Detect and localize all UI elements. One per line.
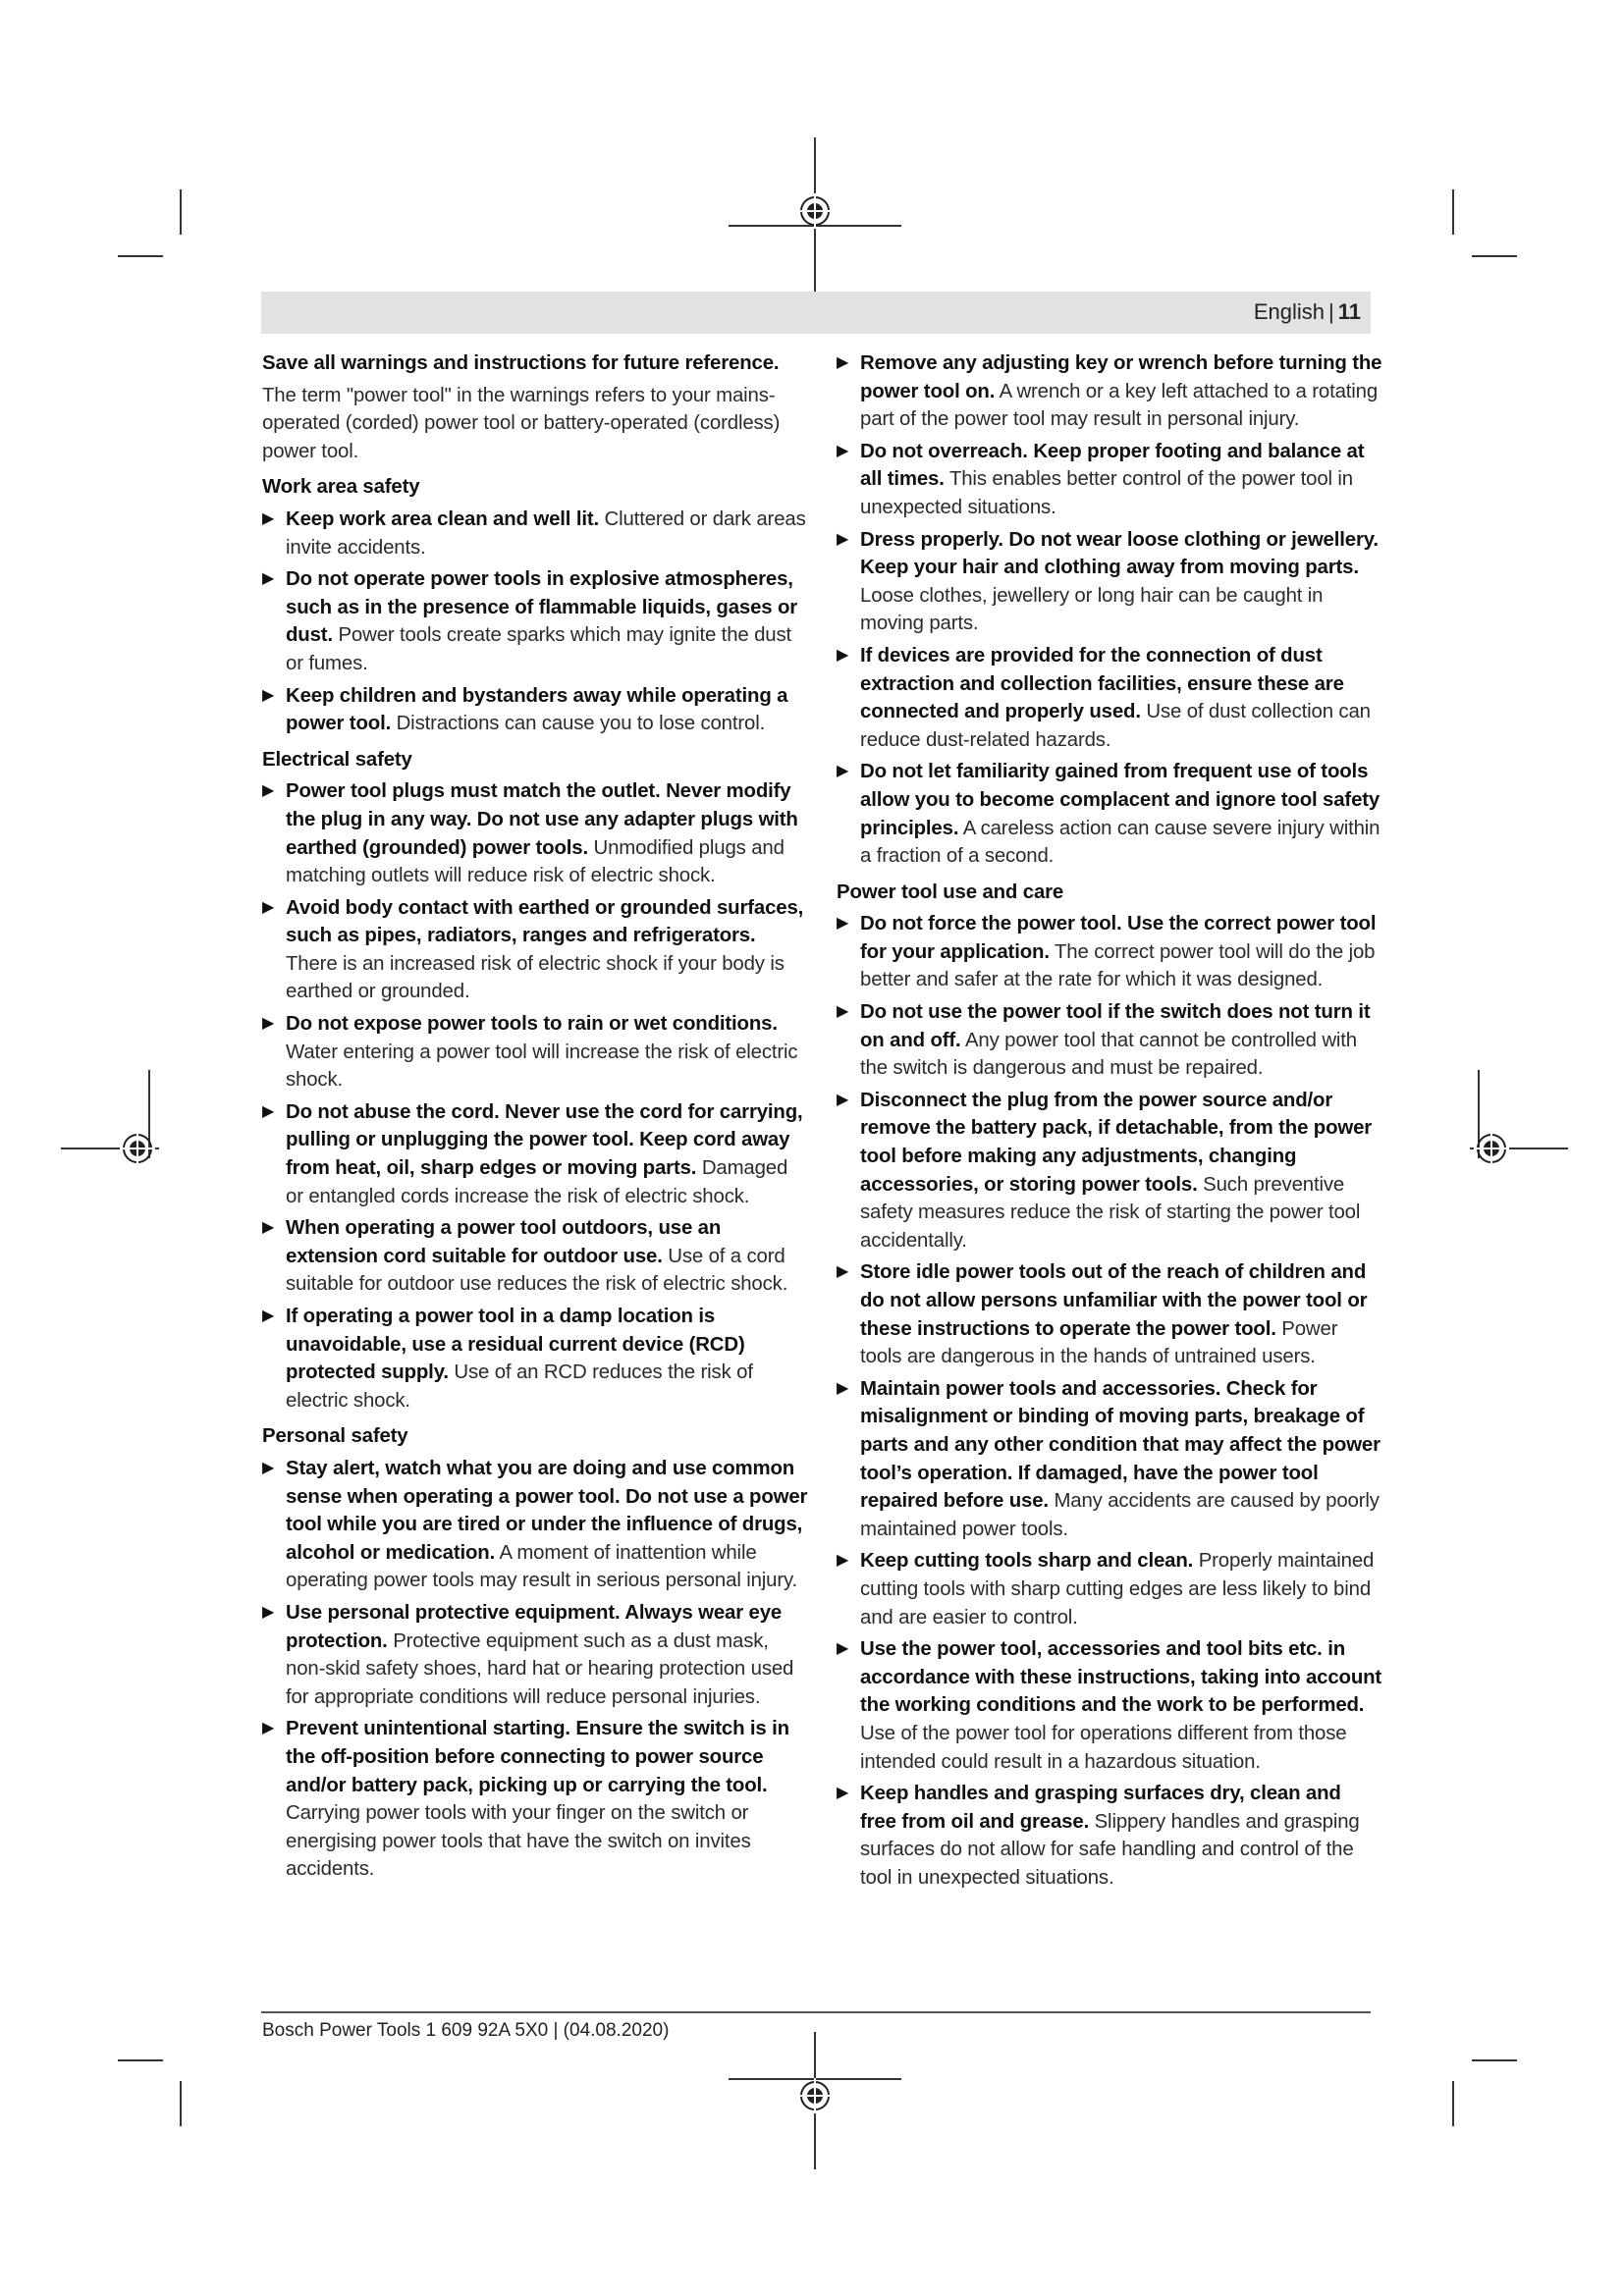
page-number: 11 [1337, 299, 1361, 324]
bullet-arrow-icon: ▶ [837, 1640, 849, 1658]
list-item-bold: If operating a power tool in a damp location is unavoidable, use a residual current device (RCD) protected supply. [286, 1306, 745, 1384]
registration-mark-icon [1470, 1119, 1568, 1178]
bullet-arrow-icon: ▶ [262, 782, 275, 800]
list-item-normal: This enables better control of the power tool in unexpected situations. [860, 468, 1353, 518]
list-item [262, 565, 808, 677]
list-item [837, 998, 1382, 1083]
list-item-bold: Do not force the power tool. Use the correct power tool for your application. [860, 913, 1377, 963]
bullet-arrow-icon: ▶ [262, 509, 275, 527]
list-item-text [860, 1547, 1382, 1631]
list-item-text [860, 1780, 1382, 1892]
header-language: English [1253, 299, 1326, 324]
crop-mark [180, 2081, 182, 2126]
bullet-arrow-icon: ▶ [837, 1379, 849, 1397]
list-item-bold: Maintain power tools and accessories. Check for misalignment or binding of moving parts, breakage of parts and any other condition that may affect the power tool’s operation. If damaged, have the power tool repaired before use. [860, 1377, 1380, 1513]
crop-mark [1452, 189, 1454, 235]
list-item-normal: Use of an RCD reduces the risk of electric shock. [286, 1362, 753, 1412]
header-separator: | [1328, 299, 1334, 324]
list-item-normal: A wrench or a key left attached to a rotating part of the power tool may result in personal injury. [860, 380, 1379, 431]
bullet-arrow-icon: ▶ [837, 1785, 849, 1802]
footer-text: Bosch Power Tools 1 609 92A 5X0 | (04.08.2020) [262, 2020, 670, 2041]
personal-continued-list [837, 349, 1382, 871]
list-item [262, 1303, 808, 1415]
list-item [262, 1214, 808, 1299]
list-item-normal: Power tools are dangerous in the hands of untrained users. [860, 1317, 1338, 1368]
list-item-bold: Power tool plugs must match the outlet. Never modify the plug in any way. Do not use any adapter plugs with earthed (grounded) power tools. [286, 780, 798, 859]
bullet-arrow-icon: ▶ [837, 1091, 849, 1108]
footer-rule [261, 2011, 1371, 2013]
bullet-arrow-icon: ▶ [262, 1308, 275, 1324]
list-item [837, 758, 1382, 870]
list-item-bold: Keep work area clean and well lit. [286, 507, 600, 530]
registration-mark-icon [61, 1119, 159, 1178]
list-item-normal: Distractions can cause you to lose control. [396, 713, 766, 735]
list-item-bold: Do not overreach. Keep proper footing and balance at all times. [860, 440, 1365, 491]
registration-mark-icon [729, 137, 901, 294]
list-item [837, 1258, 1382, 1370]
list-item-normal: Loose clothes, jewellery or long hair can be caught in moving parts. [860, 584, 1324, 635]
crop-mark [1472, 255, 1517, 257]
list-item-text [286, 1010, 808, 1095]
section-heading-work-area: Work area safety [262, 476, 420, 499]
list-item-bold: When operating a power tool outdoors, use an extension cord suitable for outdoor use. [286, 1217, 722, 1267]
bullet-arrow-icon: ▶ [837, 915, 849, 933]
list-item-normal: Power tools create sparks which may ignite the dust or fumes. [286, 624, 792, 674]
list-item-bold: Do not abuse the cord. Never use the cord for carrying, pulling or unplugging the power tool. Keep cord away from heat, oil, sharp edges or moving parts. [286, 1100, 803, 1180]
list-item [837, 1780, 1382, 1892]
list-item-bold: Remove any adjusting key or wrench before turning the power tool on. [860, 352, 1382, 402]
list-item-text [286, 1214, 808, 1299]
list-item-text [286, 682, 808, 738]
right-column [837, 349, 1382, 1896]
list-item-normal: Unmodified plugs and matching outlets will reduce risk of electric shock. [286, 836, 785, 887]
list-item-bold: Prevent unintentional starting. Ensure the switch is in the off-position before connecting to power source and/or battery pack, picking up or carrying the tool. [286, 1718, 789, 1796]
list-item-text [286, 565, 808, 677]
page-header [261, 292, 1371, 334]
list-item-text [860, 1635, 1382, 1776]
list-item-normal: Slippery handles and grasping surfaces do not allow for safe handling and control of the tool in unexpected situations. [860, 1810, 1360, 1889]
list-item-normal: Use of dust collection can reduce dust-related hazards. [860, 701, 1371, 751]
bullet-arrow-icon: ▶ [262, 1219, 275, 1237]
list-item [262, 777, 808, 889]
list-item-bold: Do not let familiarity gained from frequent use of tools allow you to become complacent and ignore tool safety principles. [860, 761, 1380, 839]
crop-mark [1452, 2081, 1454, 2126]
list-item [262, 1455, 808, 1595]
bullet-arrow-icon: ▶ [837, 1552, 849, 1570]
list-item-bold: Dress properly. Do not wear loose clothing or jewellery. Keep your hair and clothing away from moving parts. [860, 528, 1379, 579]
list-item-bold: Do not operate power tools in explosive atmospheres, such as in the presence of flammable liquids, gases or dust. [286, 568, 798, 647]
header-text [1254, 297, 1371, 327]
list-item-normal: Carrying power tools with your finger on the switch or energising power tools that have the switch on invites accidents. [286, 1802, 751, 1881]
list-item-text [286, 1303, 808, 1415]
crop-mark [118, 255, 163, 257]
list-item [837, 1547, 1382, 1631]
list-item [837, 642, 1382, 754]
list-item-normal: Use of a cord suitable for outdoor use reduces the risk of electric shock. [286, 1245, 788, 1296]
list-item-bold: Use personal protective equipment. Always wear eye protection. [286, 1601, 783, 1652]
list-item-bold: Keep children and bystanders away while operating a power tool. [286, 684, 788, 735]
list-item-normal: A careless action can cause severe injury within a fraction of a second. [860, 817, 1380, 868]
list-item-bold: Keep handles and grasping surfaces dry, clean and free from oil and grease. [860, 1783, 1341, 1833]
list-item-bold: Avoid body contact with earthed or grounded surfaces, such as pipes, radiators, ranges and refrigerators. [286, 896, 804, 947]
list-item [837, 1375, 1382, 1544]
list-item-text [860, 998, 1382, 1083]
list-item [262, 506, 808, 561]
work-area-list [262, 506, 808, 738]
bullet-arrow-icon: ▶ [262, 570, 275, 588]
bullet-arrow-icon: ▶ [262, 898, 275, 916]
list-item [837, 1635, 1382, 1776]
list-item-text [860, 642, 1382, 754]
list-item-normal: Properly maintained cutting tools with sharp cutting edges are less likely to bind and are easier to control. [860, 1550, 1375, 1629]
bullet-arrow-icon: ▶ [262, 1603, 275, 1621]
bullet-arrow-icon: ▶ [262, 1015, 275, 1033]
list-item-bold: Do not use the power tool if the switch does not turn it on and off. [860, 1001, 1371, 1051]
bullet-arrow-icon: ▶ [262, 1459, 275, 1476]
list-item-text [286, 894, 808, 1006]
list-item [262, 1010, 808, 1095]
list-item-normal: Such preventive safety measures reduce the risk of starting the power tool accidentally. [860, 1173, 1361, 1252]
left-column [262, 349, 808, 1888]
intro-paragraph: The term "power tool" in the warnings refers to your mains-operated (corded) power tool or battery-operated (cordless) power tool. [262, 384, 781, 462]
list-item [837, 1087, 1382, 1255]
list-item [262, 682, 808, 738]
list-item-text [860, 1258, 1382, 1370]
list-item-normal: The correct power tool will do the job better and safer at the rate for which it was designed. [860, 940, 1376, 991]
list-item-normal: Damaged or entangled cords increase the risk of electric shock. [286, 1157, 788, 1207]
list-item [262, 894, 808, 1006]
list-item-bold: Use the power tool, accessories and tool bits etc. in accordance with these instructions, taking into account the working conditions and the work to be performed. [860, 1638, 1382, 1717]
list-item-bold: If devices are provided for the connection of dust extraction and collection facilities, ensure these are connected and properly used. [860, 644, 1344, 723]
registration-mark-icon [729, 2032, 901, 2169]
list-item-text [860, 438, 1382, 522]
list-item [262, 1715, 808, 1884]
list-item-normal: Many accidents are caused by poorly maintained power tools. [860, 1490, 1380, 1540]
list-item [837, 526, 1382, 638]
list-item-normal: A moment of inattention while operating power tools may result in serious personal injury. [286, 1541, 798, 1592]
section-heading-electrical: Electrical safety [262, 748, 412, 771]
list-item-normal: There is an increased risk of electric shock if your body is earthed or grounded. [286, 952, 785, 1003]
list-item-text [286, 1715, 808, 1884]
bullet-arrow-icon: ▶ [837, 1003, 849, 1021]
list-item [262, 1098, 808, 1210]
list-item-bold: Keep cutting tools sharp and clean. [860, 1550, 1194, 1573]
personal-list [262, 1455, 808, 1884]
save-heading: Save all warnings and instructions for future reference. [262, 352, 780, 374]
bullet-arrow-icon: ▶ [837, 442, 849, 459]
list-item-text [286, 506, 808, 561]
crop-mark [118, 2059, 163, 2061]
list-item-bold: Stay alert, watch what you are doing and use common sense when operating a power tool. Do not use a power tool while you are tired or under the influence of drugs, alcohol or medication. [286, 1457, 808, 1564]
list-item-normal: Any power tool that cannot be controlled with the switch is dangerous and must be repaired. [860, 1029, 1357, 1080]
bullet-arrow-icon: ▶ [837, 1263, 849, 1281]
section-heading-use-care: Power tool use and care [837, 881, 1064, 903]
list-item-text [286, 777, 808, 889]
crop-mark [180, 189, 182, 235]
list-item [837, 910, 1382, 994]
list-item [837, 349, 1382, 434]
list-item-normal: Protective equipment such as a dust mask, non-skid safety shoes, hard hat or hearing protection used for appropriate conditions will reduce personal injuries. [286, 1629, 794, 1708]
section-heading-personal: Personal safety [262, 1425, 408, 1448]
bullet-arrow-icon: ▶ [837, 530, 849, 548]
use-care-list [837, 910, 1382, 1892]
list-item [262, 1599, 808, 1711]
list-item-text [860, 1087, 1382, 1255]
list-item-text [286, 1599, 808, 1711]
list-item-text [860, 349, 1382, 434]
bullet-arrow-icon: ▶ [837, 763, 849, 780]
list-item-text [286, 1098, 808, 1210]
list-item-bold: Disconnect the plug from the power source and/or remove the battery pack, if detachable, from the power tool before making any adjustments, changing accessories, or storing power tools. [860, 1089, 1373, 1196]
crop-mark [1472, 2059, 1517, 2061]
list-item-normal: Use of the power tool for operations different from those intended could result in a hazardous situation. [860, 1722, 1347, 1773]
list-item-bold: Do not expose power tools to rain or wet conditions. [286, 1013, 778, 1036]
bullet-arrow-icon: ▶ [837, 646, 849, 664]
electrical-list [262, 777, 808, 1415]
list-item-text [860, 910, 1382, 994]
bullet-arrow-icon: ▶ [262, 686, 275, 704]
list-item-bold: Store idle power tools out of the reach of children and do not allow persons unfamiliar with the power tool or these instructions to operate the power tool. [860, 1261, 1368, 1340]
bullet-arrow-icon: ▶ [262, 1102, 275, 1120]
list-item-text [286, 1455, 808, 1595]
list-item-normal: Cluttered or dark areas invite accidents. [286, 507, 806, 559]
list-item-text [860, 758, 1382, 870]
bullet-arrow-icon: ▶ [837, 354, 849, 371]
list-item-normal: Water entering a power tool will increase the risk of electric shock. [286, 1041, 798, 1092]
list-item-text [860, 1375, 1382, 1544]
list-item-text [860, 526, 1382, 638]
list-item [837, 438, 1382, 522]
bullet-arrow-icon: ▶ [262, 1720, 275, 1737]
